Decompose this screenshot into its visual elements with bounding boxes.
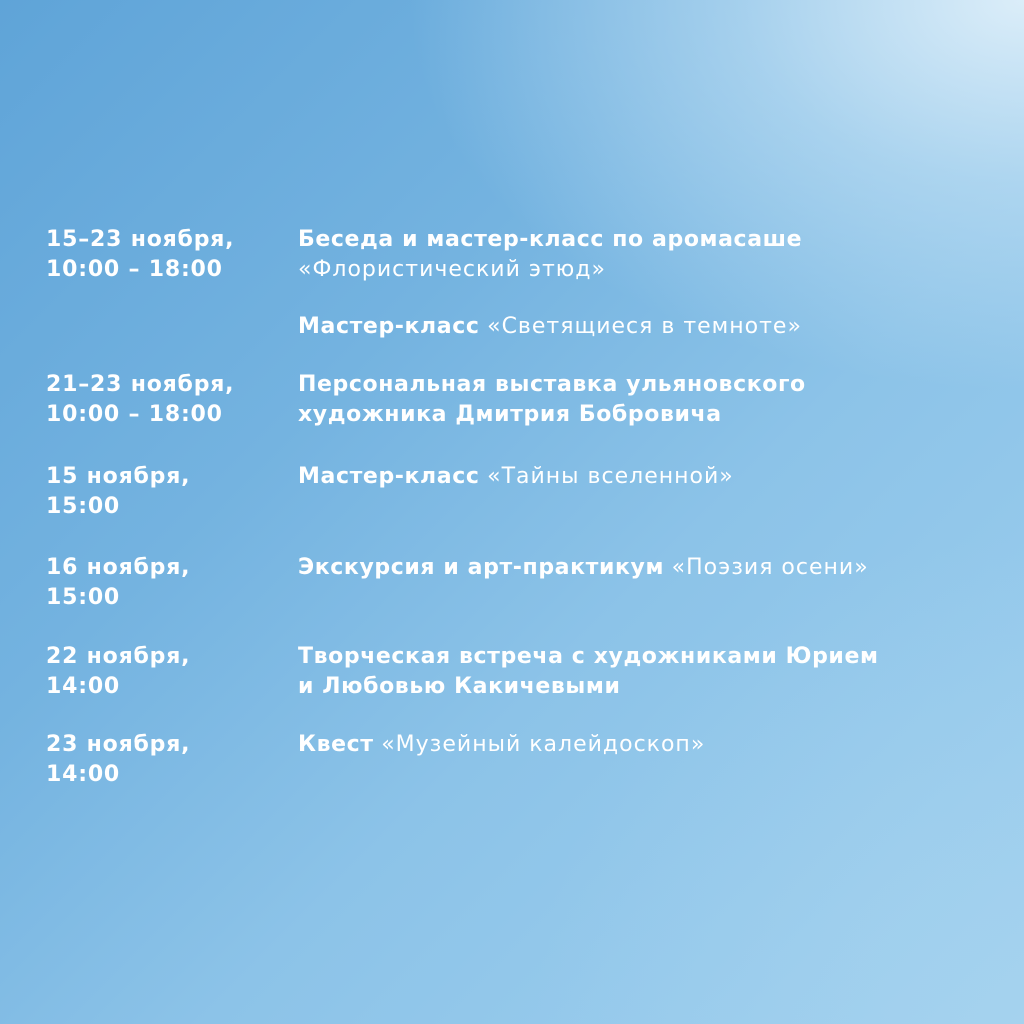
event-title: [298, 642, 998, 702]
event-date: 15 ноября,: [46, 464, 191, 489]
event-time: 14:00: [46, 674, 121, 699]
event-title-strong: Мастер-класс: [298, 464, 480, 489]
event-title: [298, 312, 998, 342]
event-title-strong: Экскурсия и арт-практикум: [298, 555, 665, 580]
event-datetime: [46, 225, 276, 285]
event-date: 15–23 ноября,: [46, 227, 235, 252]
event-time: 14:00: [46, 762, 121, 787]
event-title-line: художника Дмитрия Бобровича: [298, 402, 722, 427]
event-title-light: «Поэзия осени»: [671, 555, 869, 580]
event-title: [298, 462, 998, 492]
event-datetime: [46, 462, 276, 522]
event-title-line: Персональная выставка ульяновского: [298, 372, 806, 397]
event-date: 21–23 ноября,: [46, 372, 235, 397]
event-datetime: [46, 553, 276, 613]
event-title: [298, 553, 998, 583]
event-title-light: «Тайны вселенной»: [487, 464, 734, 489]
event-datetime: [46, 642, 276, 702]
event-date: 23 ноября,: [46, 732, 191, 757]
event-title-light: «Музейный калейдоскоп»: [381, 732, 706, 757]
event-date: 16 ноября,: [46, 555, 191, 580]
event-datetime: [46, 730, 276, 790]
event-title-line: Беседа и мастер-класс по аромасаше: [298, 227, 803, 252]
event-time: 10:00 – 18:00: [46, 257, 223, 282]
event-title: [298, 370, 998, 430]
event-title-light: «Светящиеся в темноте»: [487, 314, 802, 339]
event-time: 15:00: [46, 494, 121, 519]
event-datetime: [46, 370, 276, 430]
event-date: 22 ноября,: [46, 644, 191, 669]
event-title-line: Творческая встреча с художниками Юрием: [298, 644, 879, 669]
event-title: [298, 225, 998, 285]
event-time: 10:00 – 18:00: [46, 402, 223, 427]
event-title-strong: Мастер-класс: [298, 314, 480, 339]
event-title-strong: Квест: [298, 732, 374, 757]
event-subtitle: «Флористический этюд»: [298, 257, 606, 282]
event-title-line: и Любовью Какичевыми: [298, 674, 621, 699]
event-title: [298, 730, 998, 760]
event-time: 15:00: [46, 585, 121, 610]
